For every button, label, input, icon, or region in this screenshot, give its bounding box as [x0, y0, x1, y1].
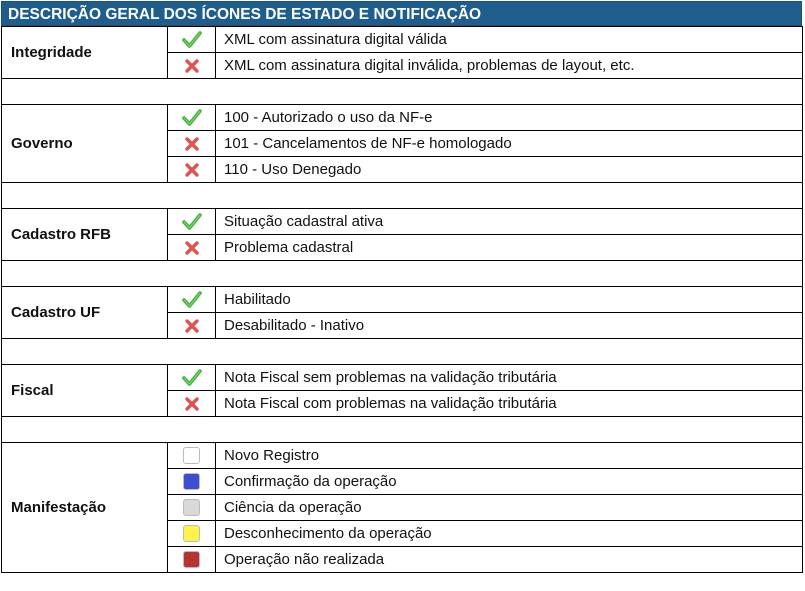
status-description: Habilitado	[216, 287, 803, 313]
separator-cell	[2, 339, 803, 365]
status-description: Confirmação da operação	[216, 469, 803, 495]
cross-icon	[168, 157, 216, 183]
status-description: Ciência da operação	[216, 495, 803, 521]
check-icon	[168, 105, 216, 131]
separator-cell	[2, 79, 803, 105]
white-square-icon	[168, 443, 216, 469]
cross-icon	[168, 53, 216, 79]
separator-cell	[2, 261, 803, 287]
table-row	[2, 365, 803, 391]
table-row	[2, 209, 803, 235]
status-description: 110 - Uso Denegado	[216, 157, 803, 183]
group-separator	[2, 183, 803, 209]
table-row	[2, 443, 803, 469]
group-separator	[2, 79, 803, 105]
status-description: XML com assinatura digital válida	[216, 27, 803, 53]
document-title: DESCRIÇÃO GERAL DOS ÍCONES DE ESTADO E NOTIFICAÇÃO	[1, 1, 802, 26]
cross-icon	[168, 131, 216, 157]
cross-icon	[168, 391, 216, 417]
check-icon	[168, 27, 216, 53]
group-separator	[2, 261, 803, 287]
status-description: 101 - Cancelamentos de NF-e homologado	[216, 131, 803, 157]
category-label: Governo	[2, 105, 168, 183]
cross-icon	[168, 235, 216, 261]
status-description: Nota Fiscal com problemas na validação tributária	[216, 391, 803, 417]
check-icon	[168, 287, 216, 313]
status-description: Operação não realizada	[216, 547, 803, 573]
table-row	[2, 105, 803, 131]
status-description: XML com assinatura digital inválida, problemas de layout, etc.	[216, 53, 803, 79]
status-description: Situação cadastral ativa	[216, 209, 803, 235]
gray-square-icon	[168, 495, 216, 521]
category-label: Fiscal	[2, 365, 168, 417]
yellow-square-icon	[168, 521, 216, 547]
category-label: Manifestação	[2, 443, 168, 573]
status-description: 100 - Autorizado o uso da NF-e	[216, 105, 803, 131]
category-label: Cadastro RFB	[2, 209, 168, 261]
separator-cell	[2, 183, 803, 209]
category-label: Integridade	[2, 27, 168, 79]
group-separator	[2, 339, 803, 365]
status-icons-document	[1, 1, 802, 573]
status-description: Desabilitado - Inativo	[216, 313, 803, 339]
cross-icon	[168, 313, 216, 339]
category-label: Cadastro UF	[2, 287, 168, 339]
check-icon	[168, 209, 216, 235]
table-row	[2, 27, 803, 53]
icons-table	[1, 26, 803, 573]
check-icon	[168, 365, 216, 391]
status-description: Desconhecimento da operação	[216, 521, 803, 547]
status-description: Problema cadastral	[216, 235, 803, 261]
separator-cell	[2, 417, 803, 443]
table-row	[2, 287, 803, 313]
blue-square-icon	[168, 469, 216, 495]
status-description: Nota Fiscal sem problemas na validação tributária	[216, 365, 803, 391]
status-description: Novo Registro	[216, 443, 803, 469]
group-separator	[2, 417, 803, 443]
red-square-icon	[168, 547, 216, 573]
